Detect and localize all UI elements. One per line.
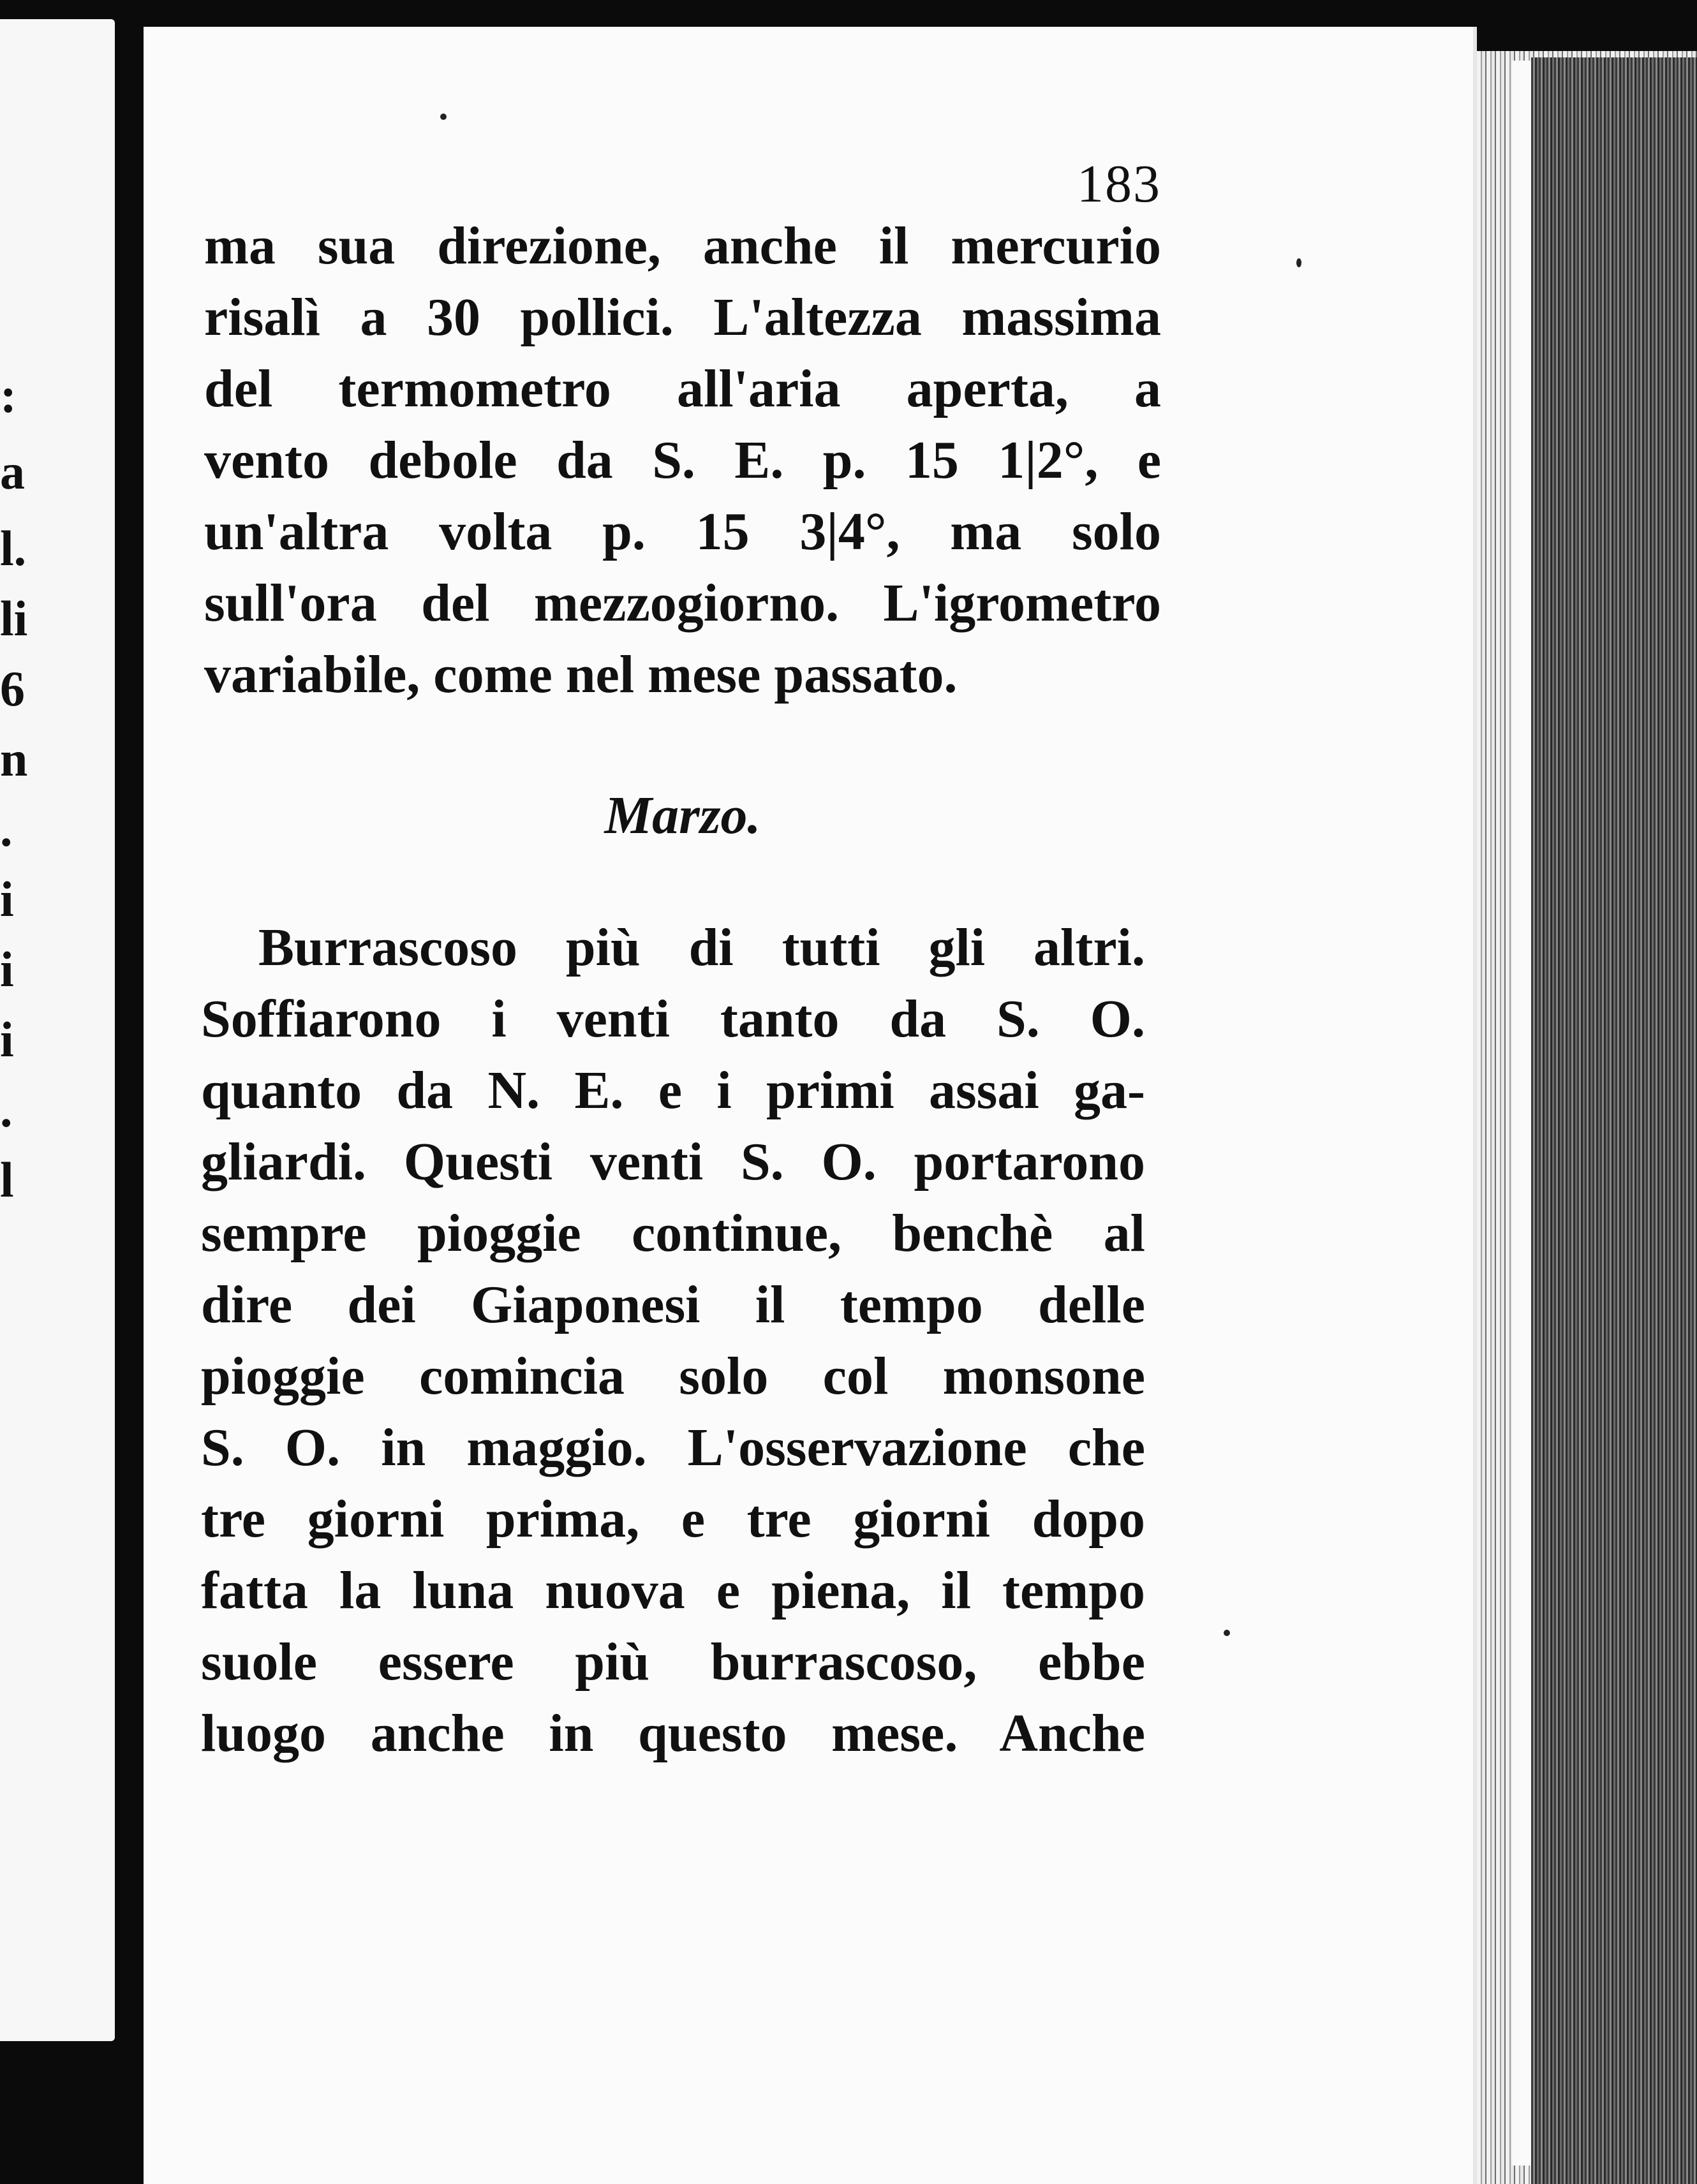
- text-line: variabile, come nel mese passato.: [204, 645, 958, 704]
- left-page-fragment: .: [0, 801, 13, 857]
- ink-speck: [1296, 258, 1301, 267]
- text-line: tre giorni prima, e tre giorni dopo: [201, 1489, 1145, 1549]
- left-page-fragment: .: [0, 1082, 13, 1137]
- left-page-fragment: l.: [0, 520, 27, 576]
- page-stack-shadow: [1531, 57, 1697, 2184]
- text-line: dire dei Giaponesi il tempo delle: [201, 1275, 1145, 1334]
- text-line: un'altra volta p. 15 3|4°, ma solo: [204, 502, 1161, 561]
- text-line: suole essere più burrascoso, ebbe: [201, 1632, 1145, 1692]
- text-line: Burrascoso più di tutti gli altri.: [258, 918, 1145, 977]
- page-edge-highlight: [1512, 61, 1531, 2166]
- text-line: ma sua direzione, anche il mercurio: [204, 216, 1161, 276]
- left-page-fragment: i: [0, 1012, 14, 1067]
- text-line: vento debole da S. E. p. 15 1|2°, e: [204, 431, 1161, 490]
- left-page-fragment: l: [0, 1152, 14, 1207]
- text-line: risalì a 30 pollici. L'altezza massima: [204, 288, 1161, 347]
- text-line: gliardi. Questi venti S. O. portarono: [201, 1132, 1145, 1192]
- text-line: fatta la luna nuova e piena, il tempo: [201, 1561, 1145, 1620]
- left-page-fragment: i: [0, 941, 14, 997]
- paragraph-top: [204, 210, 1161, 711]
- text-line: S. O. in maggio. L'osservazione che: [201, 1418, 1145, 1477]
- left-page-fragment: n: [0, 731, 28, 786]
- left-page-fragment: 6: [0, 661, 25, 716]
- text-line: del termometro all'aria aperta, a: [204, 359, 1161, 418]
- section-title: Marzo.: [604, 786, 761, 845]
- text-line: pioggie comincia solo col monsone: [201, 1347, 1145, 1406]
- ink-speck: [440, 114, 447, 120]
- left-page-fragment: li: [0, 591, 28, 646]
- ink-speck: [1224, 1630, 1230, 1636]
- page-number: 183: [1077, 154, 1161, 214]
- text-line: quanto da N. E. e i primi assai ga-: [201, 1061, 1145, 1120]
- text-line: luogo anche in questo mese. Anche: [201, 1704, 1145, 1763]
- left-page-fragment: i: [0, 871, 14, 927]
- previous-page-edge: [0, 19, 115, 2041]
- left-page-fragment: a: [0, 444, 25, 499]
- text-line: sempre pioggie continue, benchè al: [201, 1204, 1145, 1263]
- text-line: Soffiarono i venti tanto da S. O.: [201, 989, 1145, 1049]
- paragraph-main: [201, 912, 1145, 1769]
- text-line: sull'ora del mezzogiorno. L'igrometro: [204, 573, 1161, 633]
- left-page-fragment: :: [0, 367, 17, 423]
